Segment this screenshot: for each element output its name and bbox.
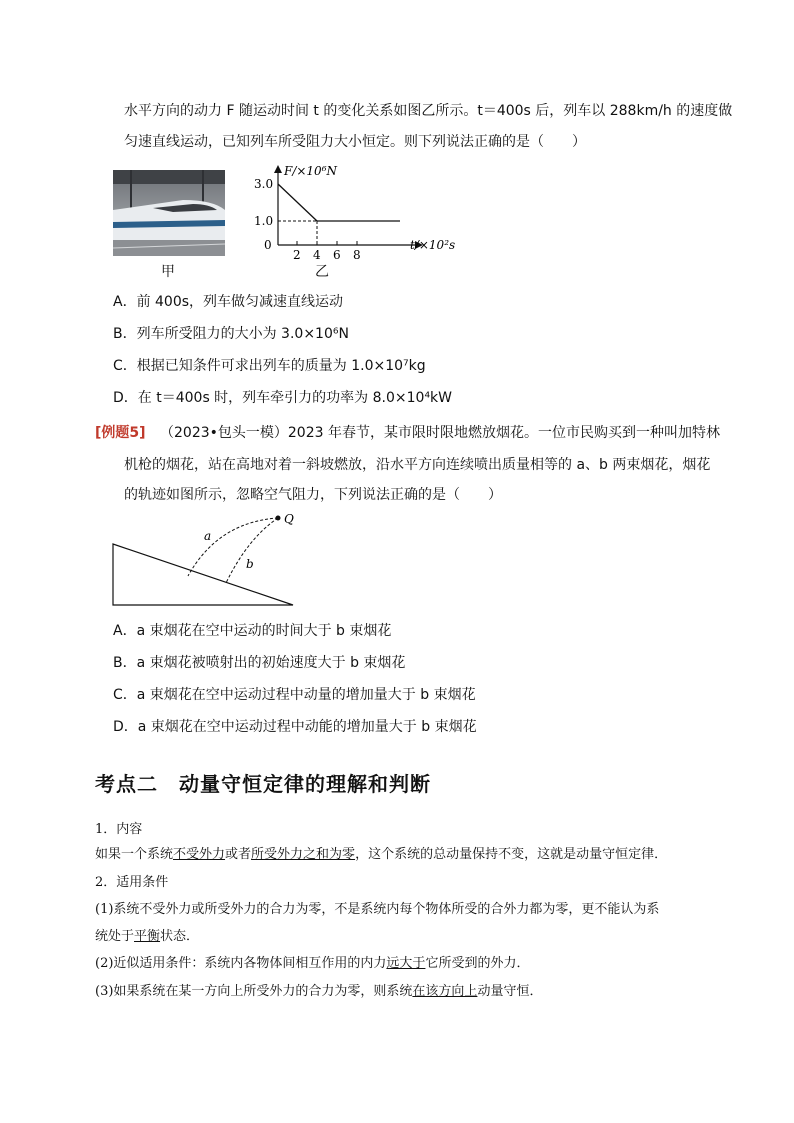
text-span: 它所受到的外力． bbox=[425, 956, 530, 971]
option-d: D．在 t＝400s 时，列车牵引力的功率为 8.0×10⁴kW bbox=[113, 390, 453, 406]
condition-line: (1)系统不受外力或所受外力的合力为零，不是系统内每个物体所受的合外力都为零，更不能认为系 bbox=[95, 902, 660, 917]
text-span: 动量守恒． bbox=[477, 984, 543, 999]
train-photo bbox=[113, 170, 225, 256]
figure-caption: 甲 bbox=[161, 264, 175, 280]
option-b: B．a 束烟花被喷射出的初始速度大于 b 束烟花 bbox=[113, 655, 406, 671]
option-c: C．根据已知条件可求出列车的质量为 1.0×10⁷kg bbox=[113, 358, 426, 374]
x-tick-label: 6 bbox=[333, 248, 341, 262]
text-span: ，这个系统的总动量保持不变，这就是动量守恒定律． bbox=[355, 847, 668, 862]
option-a: A．a 束烟花在空中运动的时间大于 b 束烟花 bbox=[113, 623, 392, 639]
condition-line bbox=[95, 982, 542, 1002]
force-time-graph bbox=[250, 163, 480, 263]
trajectory-label: a bbox=[204, 529, 212, 543]
section-title: 考点二 动量守恒定律的理解和判断 bbox=[95, 772, 431, 796]
underlined-term: 平衡 bbox=[134, 929, 161, 944]
y-tick-label: 1.0 bbox=[254, 214, 274, 228]
point-label: Q bbox=[284, 512, 294, 526]
x-tick-label: 2 bbox=[293, 248, 301, 262]
y-axis-label: F/×10⁶N bbox=[284, 164, 338, 178]
condition-line bbox=[95, 954, 529, 974]
trajectory-label: b bbox=[246, 557, 254, 571]
condition-line bbox=[95, 927, 199, 947]
question-text-line: 机枪的烟花，站在高地对着一斜坡燃放，沿水平方向连续喷出质量相等的 a、b 两束烟花，烟花 bbox=[124, 457, 711, 473]
item-title: 1．内容 bbox=[95, 822, 143, 837]
text-span: (2)近似适用条件：系统内各物体间相互作用的内力 bbox=[95, 956, 387, 971]
figure-caption: 乙 bbox=[315, 264, 329, 280]
text-span: 或者 bbox=[225, 847, 252, 862]
underlined-term: 在该方向上 bbox=[412, 984, 478, 999]
y-tick-label: 0 bbox=[264, 238, 272, 252]
question-text-line: 的轨迹如图所示，忽略空气阻力，下列说法正确的是（ ） bbox=[124, 487, 502, 503]
underlined-term: 所受外力之和为零 bbox=[251, 847, 356, 862]
trajectory-diagram bbox=[108, 508, 308, 610]
text-span: 统处于 bbox=[95, 929, 135, 944]
text-span: 如果一个系统 bbox=[95, 847, 174, 862]
option-a: A．前 400s，列车做匀减速直线运动 bbox=[113, 294, 344, 310]
x-tick-label: 4 bbox=[313, 248, 321, 262]
question-text-line: （2023•包头一模）2023 年春节，某市限时限地燃放烟花。一位市民购买到一种叫加特林 bbox=[160, 425, 720, 441]
x-axis-label: t/×10²s bbox=[410, 238, 456, 252]
underlined-term: 远大于 bbox=[386, 956, 426, 971]
question-text-line: 水平方向的动力 F 随运动时间 t 的变化关系如图乙所示。t＝400s 后，列车以 288km/h 的速度做 bbox=[124, 103, 733, 119]
example-tag: [例题5] bbox=[95, 425, 146, 441]
text-span: 状态． bbox=[160, 929, 200, 944]
x-tick-label: 8 bbox=[353, 248, 361, 262]
option-c: C．a 束烟花在空中运动过程中动量的增加量大于 b 束烟花 bbox=[113, 687, 476, 703]
underlined-term: 不受外力 bbox=[173, 847, 226, 862]
text-span: (3)如果系统在某一方向上所受外力的合力为零，则系统 bbox=[95, 984, 413, 999]
question-text-line: 匀速直线运动，已知列车所受阻力大小恒定。则下列说法正确的是（ ） bbox=[124, 134, 586, 150]
law-statement bbox=[95, 845, 667, 865]
y-tick-label: 3.0 bbox=[254, 177, 274, 191]
item-title: 2．适用条件 bbox=[95, 875, 169, 890]
option-b: B．列车所受阻力的大小为 3.0×10⁶N bbox=[113, 326, 349, 342]
option-d: D．a 束烟花在空中运动过程中动能的增加量大于 b 束烟花 bbox=[113, 719, 477, 735]
